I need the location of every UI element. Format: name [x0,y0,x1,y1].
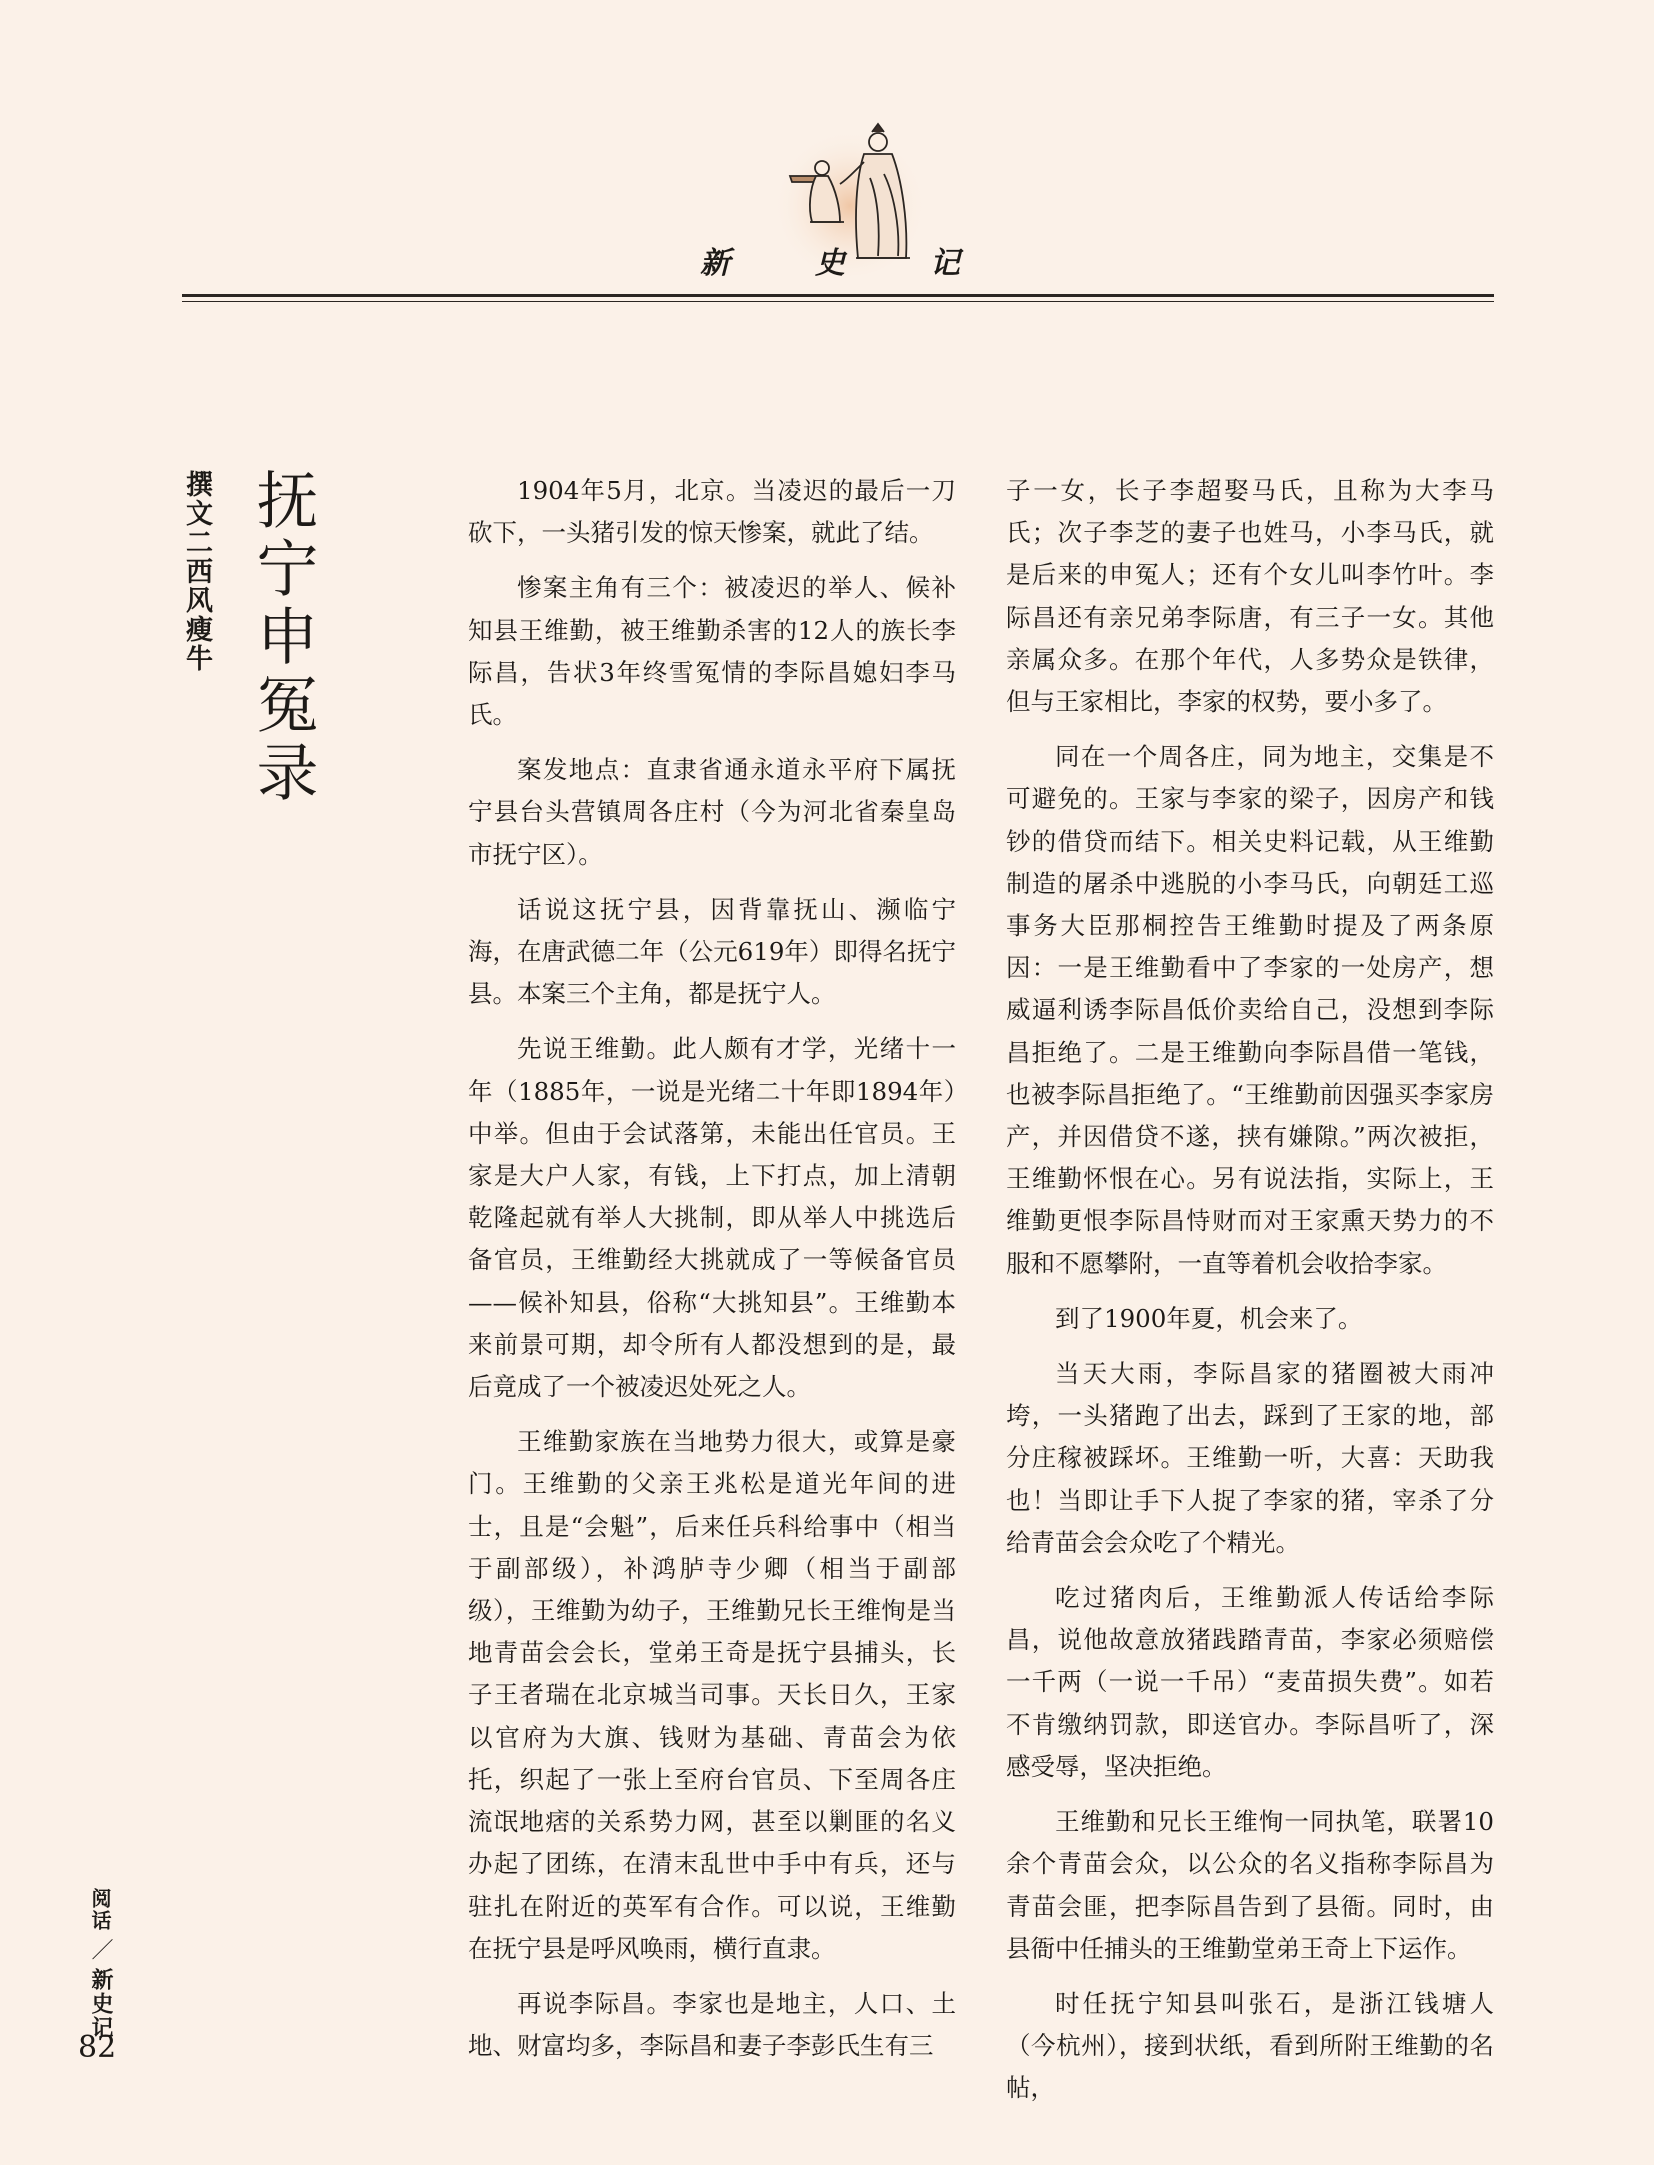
body-paragraph: 惨案主角有三个：被凌迟的举人、候补知县王维勤，被王维勤杀害的12人的族长李际昌，告状3年终雪冤情的李际昌媳妇李马氏。 [468,573,956,730]
section-heading-char: 记 [930,246,960,281]
header-rule-thick [182,294,1494,297]
footer-section-name: 新史记 [88,1968,113,2040]
section-heading-char: 新 [700,246,730,281]
body-column-right [1006,470,1494,2123]
body-paragraph: 子一女，长子李超娶马氏，且称为大李马氏；次子李芝的妻子也姓马，小李马氏，就是后来的申冤人；还有个女儿叫李竹叶。李际昌还有亲兄弟李际唐，有三子一女。其他亲属众多。在那个年代，人多势众是铁律，但与王家相比，李家的权势，要小多了。 [1006,476,1494,717]
body-paragraph: 同在一个周各庄，同为地主，交集是不可避免的。王家与李家的梁子，因房产和钱钞的借贷而结下。相关史料记载，从王维勤制造的屠杀中逃脱的小李马氏，向朝廷工巡事务大臣那桐控告王维勤时提及了两条原因：一是王维勤看中了李家的一处房产，想威逼利诱李际昌低价卖给自己，没想到李际昌拒绝了。二是王维勤向李际昌借一笔钱，也被李际昌拒绝了。“王维勤前因强买李家房产，并因借贷不遂，挟有嫌隙。”两次被拒，王维勤怀恨在心。另有说法指，实际上，王维勤更恨李际昌恃财而对王家熏天势力的不服和不愿攀附，一直等着机会收拾李家。 [1006,742,1494,1278]
magazine-name: 阅话 [88,1888,112,1932]
running-footer [76,1888,116,2040]
body-column-left [468,470,956,2080]
article-byline: 撰文二西风瘦牛 [181,470,212,673]
body-paragraph: 到了1900年夏，机会来了。 [1055,1303,1363,1333]
section-heading-char: 史 [815,246,845,281]
body-paragraph: 先说王维勤。此人颇有才学，光绪十一年（1885年，一说是光绪二十年即1894年）中举。但由于会试落第，未能出任官员。王家是大户人家，有钱，上下打点，加上清朝乾隆起就有举人大挑制，即从举人中挑选后备官员，王维勤经大挑就成了一等候备官员——候补知县，俗称“大挑知县”。王维勤本来前景可期，却令所有人都没想到的是，最后竟成了一个被凌迟处死之人。 [468,1034,956,1402]
body-paragraph: 话说这抚宁县，因背靠抚山、濒临宁海，在唐武德二年（公元619年）即得名抚宁县。本案三个主角，都是抚宁人。 [468,894,956,1009]
footer-separator: ／ [88,1938,113,1962]
body-paragraph: 王维勤和兄长王维恂一同执笔，联署10余个青苗会众，以公众的名义指称李际昌为青苗会匪，把李际昌告到了县衙。同时，由县衙中任捕头的王维勤堂弟王奇上下运作。 [1006,1807,1494,1963]
body-paragraph: 当天大雨，李际昌家的猪圈被大雨冲垮，一头猪跑了出去，踩到了王家的地，部分庄稼被踩坏。王维勤一听，大喜：天助我也！当即让手下人捉了李家的猪，宰杀了分给青苗会会众吃了个精光。 [1006,1359,1494,1557]
section-heading [700,240,960,280]
body-paragraph: 1904年5月，北京。当凌迟的最后一刀砍下，一头猪引发的惊天惨案，就此了结。 [468,476,956,548]
body-paragraph: 时任抚宁知县叫张石，是浙江钱塘人（今杭州），接到状纸，看到所附王维勤的名帖， [1006,1988,1494,2103]
body-paragraph: 再说李际昌。李家也是地主，人口、土地、财富均多，李际昌和妻子李彭氏生有三 [468,1988,956,2061]
header-rule-thin [182,301,1494,302]
body-paragraph: 吃过猪肉后，王维勤派人传话给李际昌，说他故意放猪践踏青苗，李家必须赔偿一千两（一说一千吊）“麦苗损失费”。如若不肯缴纳罚款，即送官办。李际昌听了，深感受辱，坚决拒绝。 [1006,1583,1494,1781]
article-title: 抚宁申冤录 [246,468,319,808]
body-paragraph: 案发地点：直隶省通永道永平府下属抚宁县台头营镇周各庄村（今为河北省秦皇岛市抚宁区）。 [468,755,956,869]
page-number: 82 [78,2030,117,2065]
body-paragraph: 王维勤家族在当地势力很大，或算是豪门。王维勤的父亲王兆松是道光年间的进士，且是“会魁”，后来任兵科给事中（相当于副部级），补鸿胪寺少卿（相当于副部级），王维勤为幼子，王维勤兄长王维恂是当地青苗会会长，堂弟王奇是抚宁县捕头，长子王者瑞在北京城当司事。天长日久，王家以官府为大旗、钱财为基础、青苗会为依托，织起了一张上至府台官员、下至周各庄流氓地痞的关系势力网，甚至以剿匪的名义办起了团练，在清末乱世中手中有兵，还与驻扎在附近的英军有合作。可以说，王维勤在抚宁县是呼风唤雨，横行直隶。 [468,1427,956,1963]
